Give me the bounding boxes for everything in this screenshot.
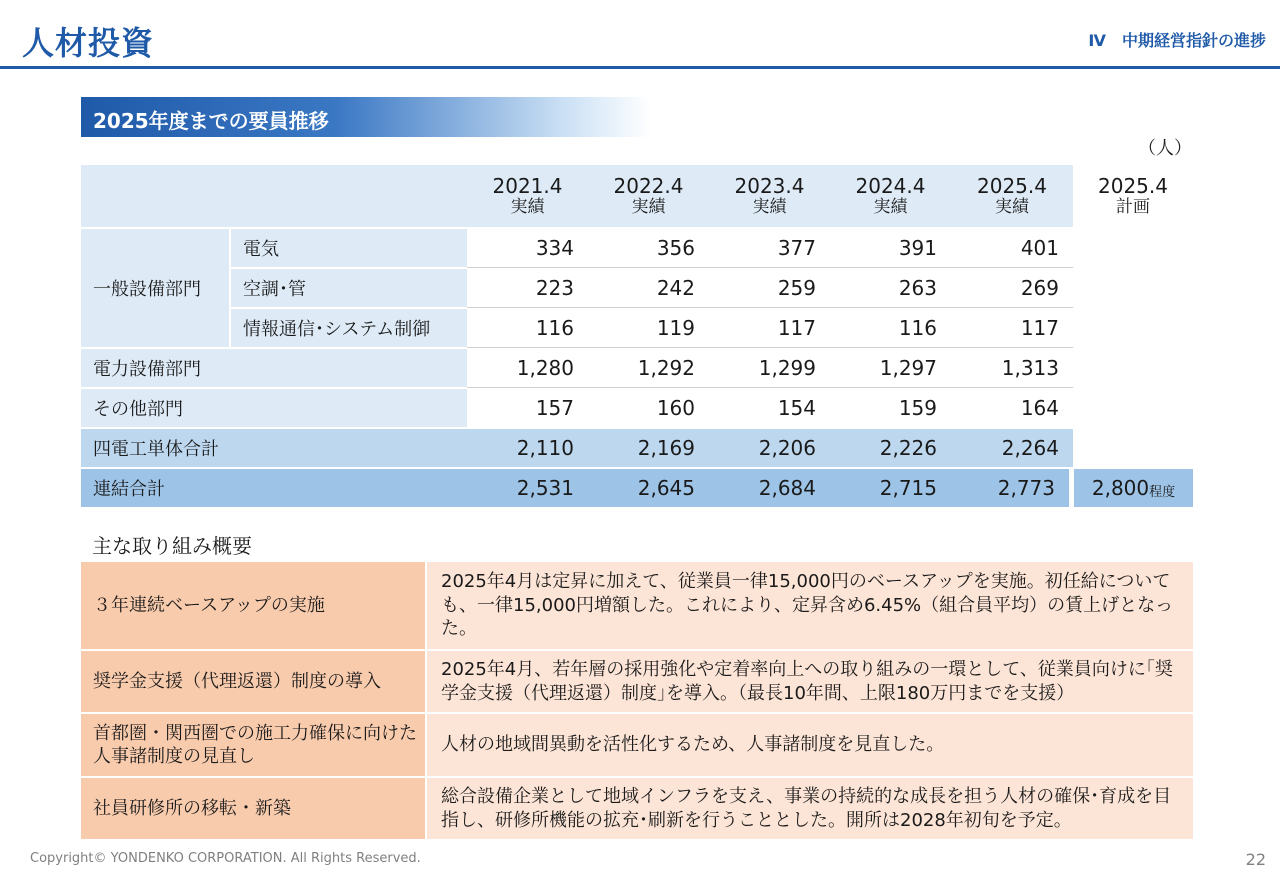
col-header-year: 2021.4 bbox=[492, 173, 563, 198]
table-cell: 154 bbox=[777, 396, 816, 420]
header-divider bbox=[0, 66, 1280, 69]
table-corner bbox=[81, 165, 467, 227]
table-cell: 117 bbox=[777, 316, 816, 340]
row-label: その他部門 bbox=[81, 389, 467, 427]
table-cell: 1,297 bbox=[879, 356, 937, 380]
table-cell: 263 bbox=[898, 276, 937, 300]
col-header bbox=[951, 165, 1073, 227]
table-cell: 2,206 bbox=[709, 429, 830, 467]
measure-title: 首都圏・関西圏での施工力確保に向けた人事諸制度の見直し bbox=[81, 714, 425, 776]
table-cell: 242 bbox=[656, 276, 695, 300]
measures-heading: 主な取り組み概要 bbox=[92, 534, 252, 558]
table-cell: 1,280 bbox=[516, 356, 574, 380]
table-cell: 160 bbox=[656, 396, 695, 420]
measure-description: 人材の地域間異動を活性化するため、人事諸制度を見直した。 bbox=[427, 714, 1193, 776]
col-header-kind: 実績 bbox=[631, 196, 666, 217]
plan-suffix: 程度 bbox=[1149, 484, 1176, 500]
table-cell: 2,110 bbox=[467, 429, 588, 467]
col-header-year: 2023.4 bbox=[734, 173, 805, 198]
col-header-kind: 実績 bbox=[510, 196, 545, 217]
group-label: 一般設備部門 bbox=[81, 229, 229, 347]
table-cell: 259 bbox=[777, 276, 816, 300]
row-label-total: 連結合計 bbox=[81, 469, 467, 507]
page-number: 22 bbox=[1245, 850, 1266, 869]
table-cell: 2,684 bbox=[709, 469, 830, 507]
table-cell: 2,715 bbox=[830, 469, 951, 507]
table-cell: 356 bbox=[656, 236, 695, 260]
measure-description: 2025年4月、若年層の採用強化や定着率向上への取り組みの一環として、従業員向けに｢奨学金支援（代理返還）制度｣を導入。（最長10年間、上限180万円までを支援） bbox=[427, 651, 1193, 712]
measure-title: 奨学金支援（代理返還）制度の導入 bbox=[81, 651, 425, 712]
staffing-banner-title: 2025年度までの要員推移 bbox=[93, 109, 329, 133]
copyright: Copyright© YONDENKO CORPORATION. All Rights Reserved. bbox=[30, 851, 421, 866]
col-header-year: 2025.4 bbox=[977, 173, 1047, 198]
page-title: 人材投資 bbox=[22, 24, 155, 62]
row-label: 空調･管 bbox=[231, 269, 467, 307]
col-header-kind: 実績 bbox=[995, 196, 1029, 217]
row-divider bbox=[467, 307, 1073, 308]
table-cell: 401 bbox=[1020, 236, 1059, 260]
table-cell: 119 bbox=[656, 316, 695, 340]
table-cell: 164 bbox=[1020, 396, 1059, 420]
table-cell: 334 bbox=[535, 236, 574, 260]
row-divider bbox=[467, 387, 1073, 388]
table-cell: 1,292 bbox=[637, 356, 695, 380]
row-divider bbox=[467, 267, 1073, 268]
col-header-year: 2025.4 bbox=[1098, 173, 1168, 198]
table-cell: 157 bbox=[535, 396, 574, 420]
table-cell: 1,299 bbox=[758, 356, 816, 380]
col-header-year: 2024.4 bbox=[855, 173, 926, 198]
table-cell: 2,531 bbox=[467, 469, 588, 507]
table-cell: 2,645 bbox=[588, 469, 709, 507]
table-cell: 377 bbox=[777, 236, 816, 260]
table-cell: 2,773 bbox=[951, 469, 1069, 507]
measure-title: ３年連続ベースアップの実施 bbox=[81, 562, 425, 649]
row-divider bbox=[467, 347, 1073, 348]
table-cell: 391 bbox=[898, 236, 937, 260]
table-cell: 159 bbox=[898, 396, 937, 420]
col-header-kind: 実績 bbox=[873, 196, 908, 217]
plan-value: 2,800 bbox=[1091, 476, 1150, 500]
section-label: Ⅳ 中期経営指針の進捗 bbox=[1088, 31, 1266, 50]
col-header bbox=[588, 165, 709, 227]
plan-cell bbox=[1074, 469, 1193, 507]
table-cell: 117 bbox=[1020, 316, 1059, 340]
table-cell: 223 bbox=[535, 276, 574, 300]
col-header bbox=[467, 165, 588, 227]
table-cell: 1,313 bbox=[1001, 356, 1059, 380]
unit-note: （人） bbox=[1138, 138, 1192, 159]
measure-description: 総合設備企業として地域インフラを支え、事業の持続的な成長を担う人材の確保･育成を目指し、研修所機能の拡充･刷新を行うこととした。開所は2028年初旬を予定。 bbox=[427, 778, 1193, 839]
table-cell: 2,264 bbox=[951, 429, 1073, 467]
table-cell: 116 bbox=[898, 316, 937, 340]
col-header-kind: 計画 bbox=[1116, 196, 1150, 217]
measure-description: 2025年4月は定昇に加えて、従業員一律15,000円のベースアップを実施。初任給についても、一律15,000円増額した。これにより、定昇含め6.45%（組合員平均）の賃上げとなった。 bbox=[427, 562, 1193, 649]
row-label: 電気 bbox=[231, 229, 467, 267]
col-header bbox=[709, 165, 830, 227]
row-label: 情報通信･システム制御 bbox=[231, 309, 467, 347]
row-label-subtotal: 四電工単体合計 bbox=[81, 429, 467, 467]
table-cell: 2,226 bbox=[830, 429, 951, 467]
col-header-plan bbox=[1073, 165, 1193, 227]
table-cell: 269 bbox=[1020, 276, 1059, 300]
table-cell: 2,169 bbox=[588, 429, 709, 467]
col-header-kind: 実績 bbox=[752, 196, 787, 217]
table-cell: 116 bbox=[535, 316, 574, 340]
measure-title: 社員研修所の移転・新築 bbox=[81, 778, 425, 839]
col-header-year: 2022.4 bbox=[613, 173, 684, 198]
col-header bbox=[830, 165, 951, 227]
staffing-banner bbox=[81, 97, 651, 137]
row-label: 電力設備部門 bbox=[81, 349, 467, 387]
